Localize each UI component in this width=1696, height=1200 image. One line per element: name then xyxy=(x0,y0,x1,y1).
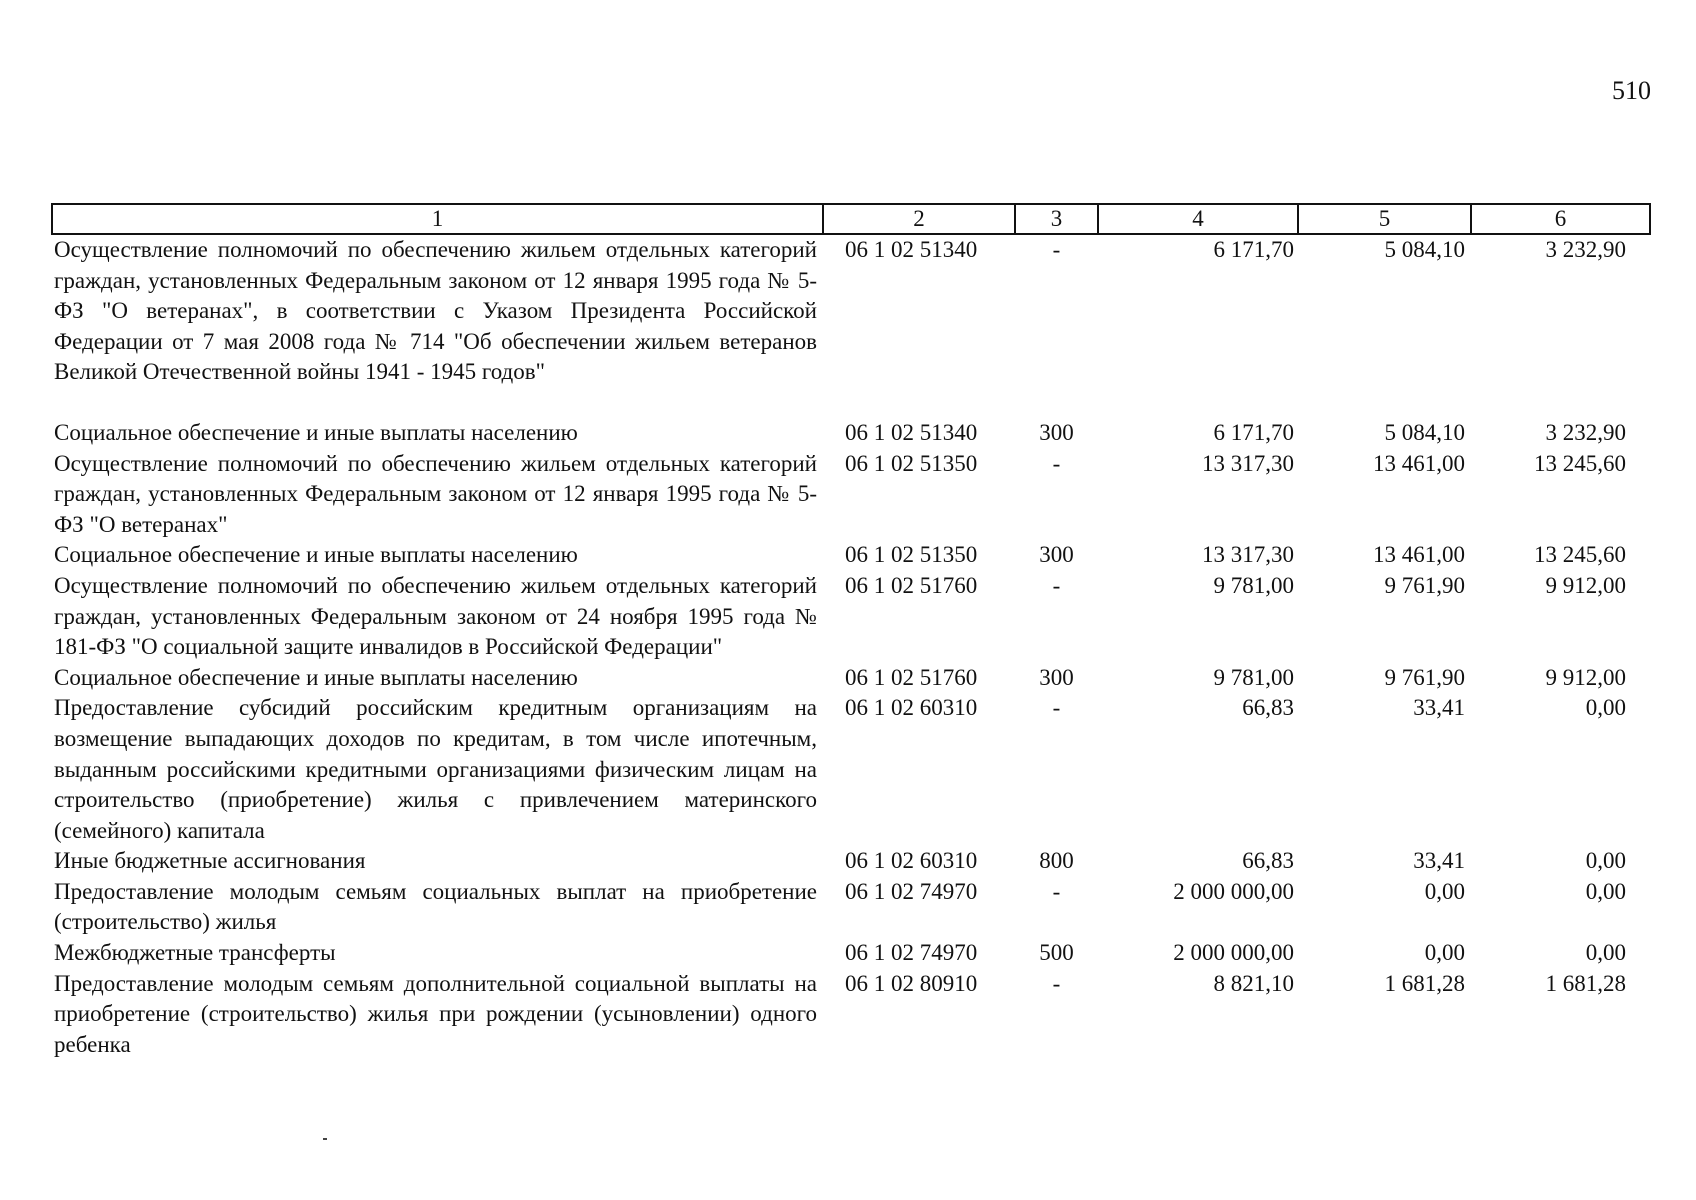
row-name: Иные бюджетные ассигнования xyxy=(54,848,366,874)
table-row xyxy=(52,418,1650,449)
row-expense-type: 300 xyxy=(1039,419,1074,445)
table-row xyxy=(52,663,1650,694)
row-name: Социальное обеспечение и иные выплаты населению xyxy=(54,419,578,445)
row-name: Социальное обеспечение и иные выплаты населению xyxy=(54,542,578,568)
row-expense-type: - xyxy=(1052,237,1061,262)
table-row xyxy=(52,969,1650,1061)
page-number: 510 xyxy=(1612,76,1651,105)
table-row xyxy=(52,449,1650,541)
table-header-row xyxy=(52,204,1650,234)
row-code: 06 1 02 80910 xyxy=(845,970,978,996)
table-row xyxy=(52,540,1650,571)
row-value-6: 9 912,00 xyxy=(1545,664,1626,690)
row-value-5: 13 461,00 xyxy=(1373,450,1465,476)
row-code: 06 1 02 74970 xyxy=(845,878,978,904)
column-header: 2 xyxy=(823,204,1015,234)
row-value-5: 9 761,90 xyxy=(1384,664,1465,690)
row-value-4: 13 317,30 xyxy=(1202,542,1294,568)
row-name: Социальное обеспечение и иные выплаты населению xyxy=(54,664,578,690)
row-name: Осуществление полномочий по обеспечению жильем отдельных категорий граждан, установленных Федеральным законом от 12 января 1995 года № 5-ФЗ "О ветеранах" xyxy=(54,450,817,537)
row-name: Предоставление молодым семьям социальных выплат на приобретение (строительство) жилья xyxy=(54,878,817,935)
row-name: Осуществление полномочий по обеспечению жильем отдельных категорий граждан, установленных Федеральным законом от 12 января 1995 года № 5-ФЗ "О ветеранах", в соответствии с Указом Президента Российской Федерации от 7 мая 2008 года № 714 "Об обеспечении жильем ветеранов Великой Отечественной войны 1941 - 1945 годов" xyxy=(54,237,817,385)
row-expense-type: 300 xyxy=(1039,664,1074,690)
row-name: Предоставление молодым семьям дополнительной социальной выплаты на приобретение (строительство) жилья при рождении (усыновлении) одного ребенка xyxy=(54,970,817,1057)
row-value-5: 5 084,10 xyxy=(1384,237,1465,262)
row-value-5: 13 461,00 xyxy=(1373,542,1465,568)
row-expense-type: - xyxy=(1052,695,1061,721)
row-value-5: 33,41 xyxy=(1413,848,1465,874)
column-header: 3 xyxy=(1015,204,1098,234)
row-value-6: 0,00 xyxy=(1585,848,1626,874)
column-header: 5 xyxy=(1298,204,1471,234)
row-code: 06 1 02 51760 xyxy=(845,664,978,690)
row-value-4: 13 317,30 xyxy=(1202,450,1294,476)
row-expense-type: - xyxy=(1052,878,1061,904)
scan-speck xyxy=(323,1138,327,1140)
row-code: 06 1 02 51340 xyxy=(845,237,978,262)
row-expense-type: - xyxy=(1052,970,1061,996)
row-code: 06 1 02 60310 xyxy=(845,695,978,721)
row-value-6: 0,00 xyxy=(1585,940,1626,966)
row-value-6: 0,00 xyxy=(1585,878,1626,904)
row-value-4: 66,83 xyxy=(1242,695,1294,721)
row-code: 06 1 02 51340 xyxy=(845,419,978,445)
table-row xyxy=(52,877,1650,938)
column-header: 4 xyxy=(1098,204,1298,234)
row-value-6: 9 912,00 xyxy=(1545,572,1626,598)
row-expense-type: - xyxy=(1052,572,1061,598)
table-row xyxy=(52,693,1650,846)
table-row xyxy=(52,846,1650,877)
row-value-6: 0,00 xyxy=(1585,695,1626,721)
row-name: Межбюджетные трансферты xyxy=(54,940,336,966)
row-value-4: 2 000 000,00 xyxy=(1173,878,1294,904)
table-row xyxy=(52,234,1650,418)
row-value-4: 6 171,70 xyxy=(1213,237,1294,262)
row-code: 06 1 02 60310 xyxy=(845,848,978,874)
row-value-5: 9 761,90 xyxy=(1384,572,1465,598)
row-value-5: 1 681,28 xyxy=(1384,970,1465,996)
table-row xyxy=(52,938,1650,969)
table-row xyxy=(52,571,1650,663)
row-value-4: 66,83 xyxy=(1242,848,1294,874)
row-value-4: 8 821,10 xyxy=(1213,970,1294,996)
row-value-6: 3 232,90 xyxy=(1545,419,1626,445)
row-value-5: 33,41 xyxy=(1413,695,1465,721)
row-value-5: 0,00 xyxy=(1424,878,1465,904)
row-value-5: 5 084,10 xyxy=(1384,419,1465,445)
row-value-6: 1 681,28 xyxy=(1545,970,1626,996)
row-value-6: 13 245,60 xyxy=(1534,450,1626,476)
row-expense-type: 300 xyxy=(1039,542,1074,568)
row-value-4: 2 000 000,00 xyxy=(1173,940,1294,966)
row-name: Осуществление полномочий по обеспечению жильем отдельных категорий граждан, установленных Федеральным законом от 24 ноября 1995 года № 181-ФЗ "О социальной защите инвалидов в Российской Федерации" xyxy=(54,572,817,660)
row-value-4: 9 781,00 xyxy=(1213,572,1294,598)
row-expense-type: 500 xyxy=(1039,940,1074,966)
column-header: 6 xyxy=(1471,204,1650,234)
row-value-5: 0,00 xyxy=(1424,940,1465,966)
row-expense-type: 800 xyxy=(1039,848,1074,874)
row-value-6: 3 232,90 xyxy=(1545,237,1626,262)
column-header: 1 xyxy=(52,204,823,234)
row-value-4: 6 171,70 xyxy=(1213,419,1294,445)
row-expense-type: - xyxy=(1052,450,1061,476)
row-code: 06 1 02 74970 xyxy=(845,940,978,966)
budget-table xyxy=(51,203,1651,1060)
row-code: 06 1 02 51760 xyxy=(845,572,978,598)
row-value-6: 13 245,60 xyxy=(1534,542,1626,568)
row-code: 06 1 02 51350 xyxy=(845,450,978,476)
row-value-4: 9 781,00 xyxy=(1213,664,1294,690)
row-name: Предоставление субсидий российским кредитным организациям на возмещение выпадающих доходов по кредитам, в том числе ипотечным, выданным российскими кредитными организациями физическим лицам на строительство (приобретение) жилья с привлечением материнского (семейного) капитала xyxy=(54,695,817,843)
row-code: 06 1 02 51350 xyxy=(845,542,978,568)
